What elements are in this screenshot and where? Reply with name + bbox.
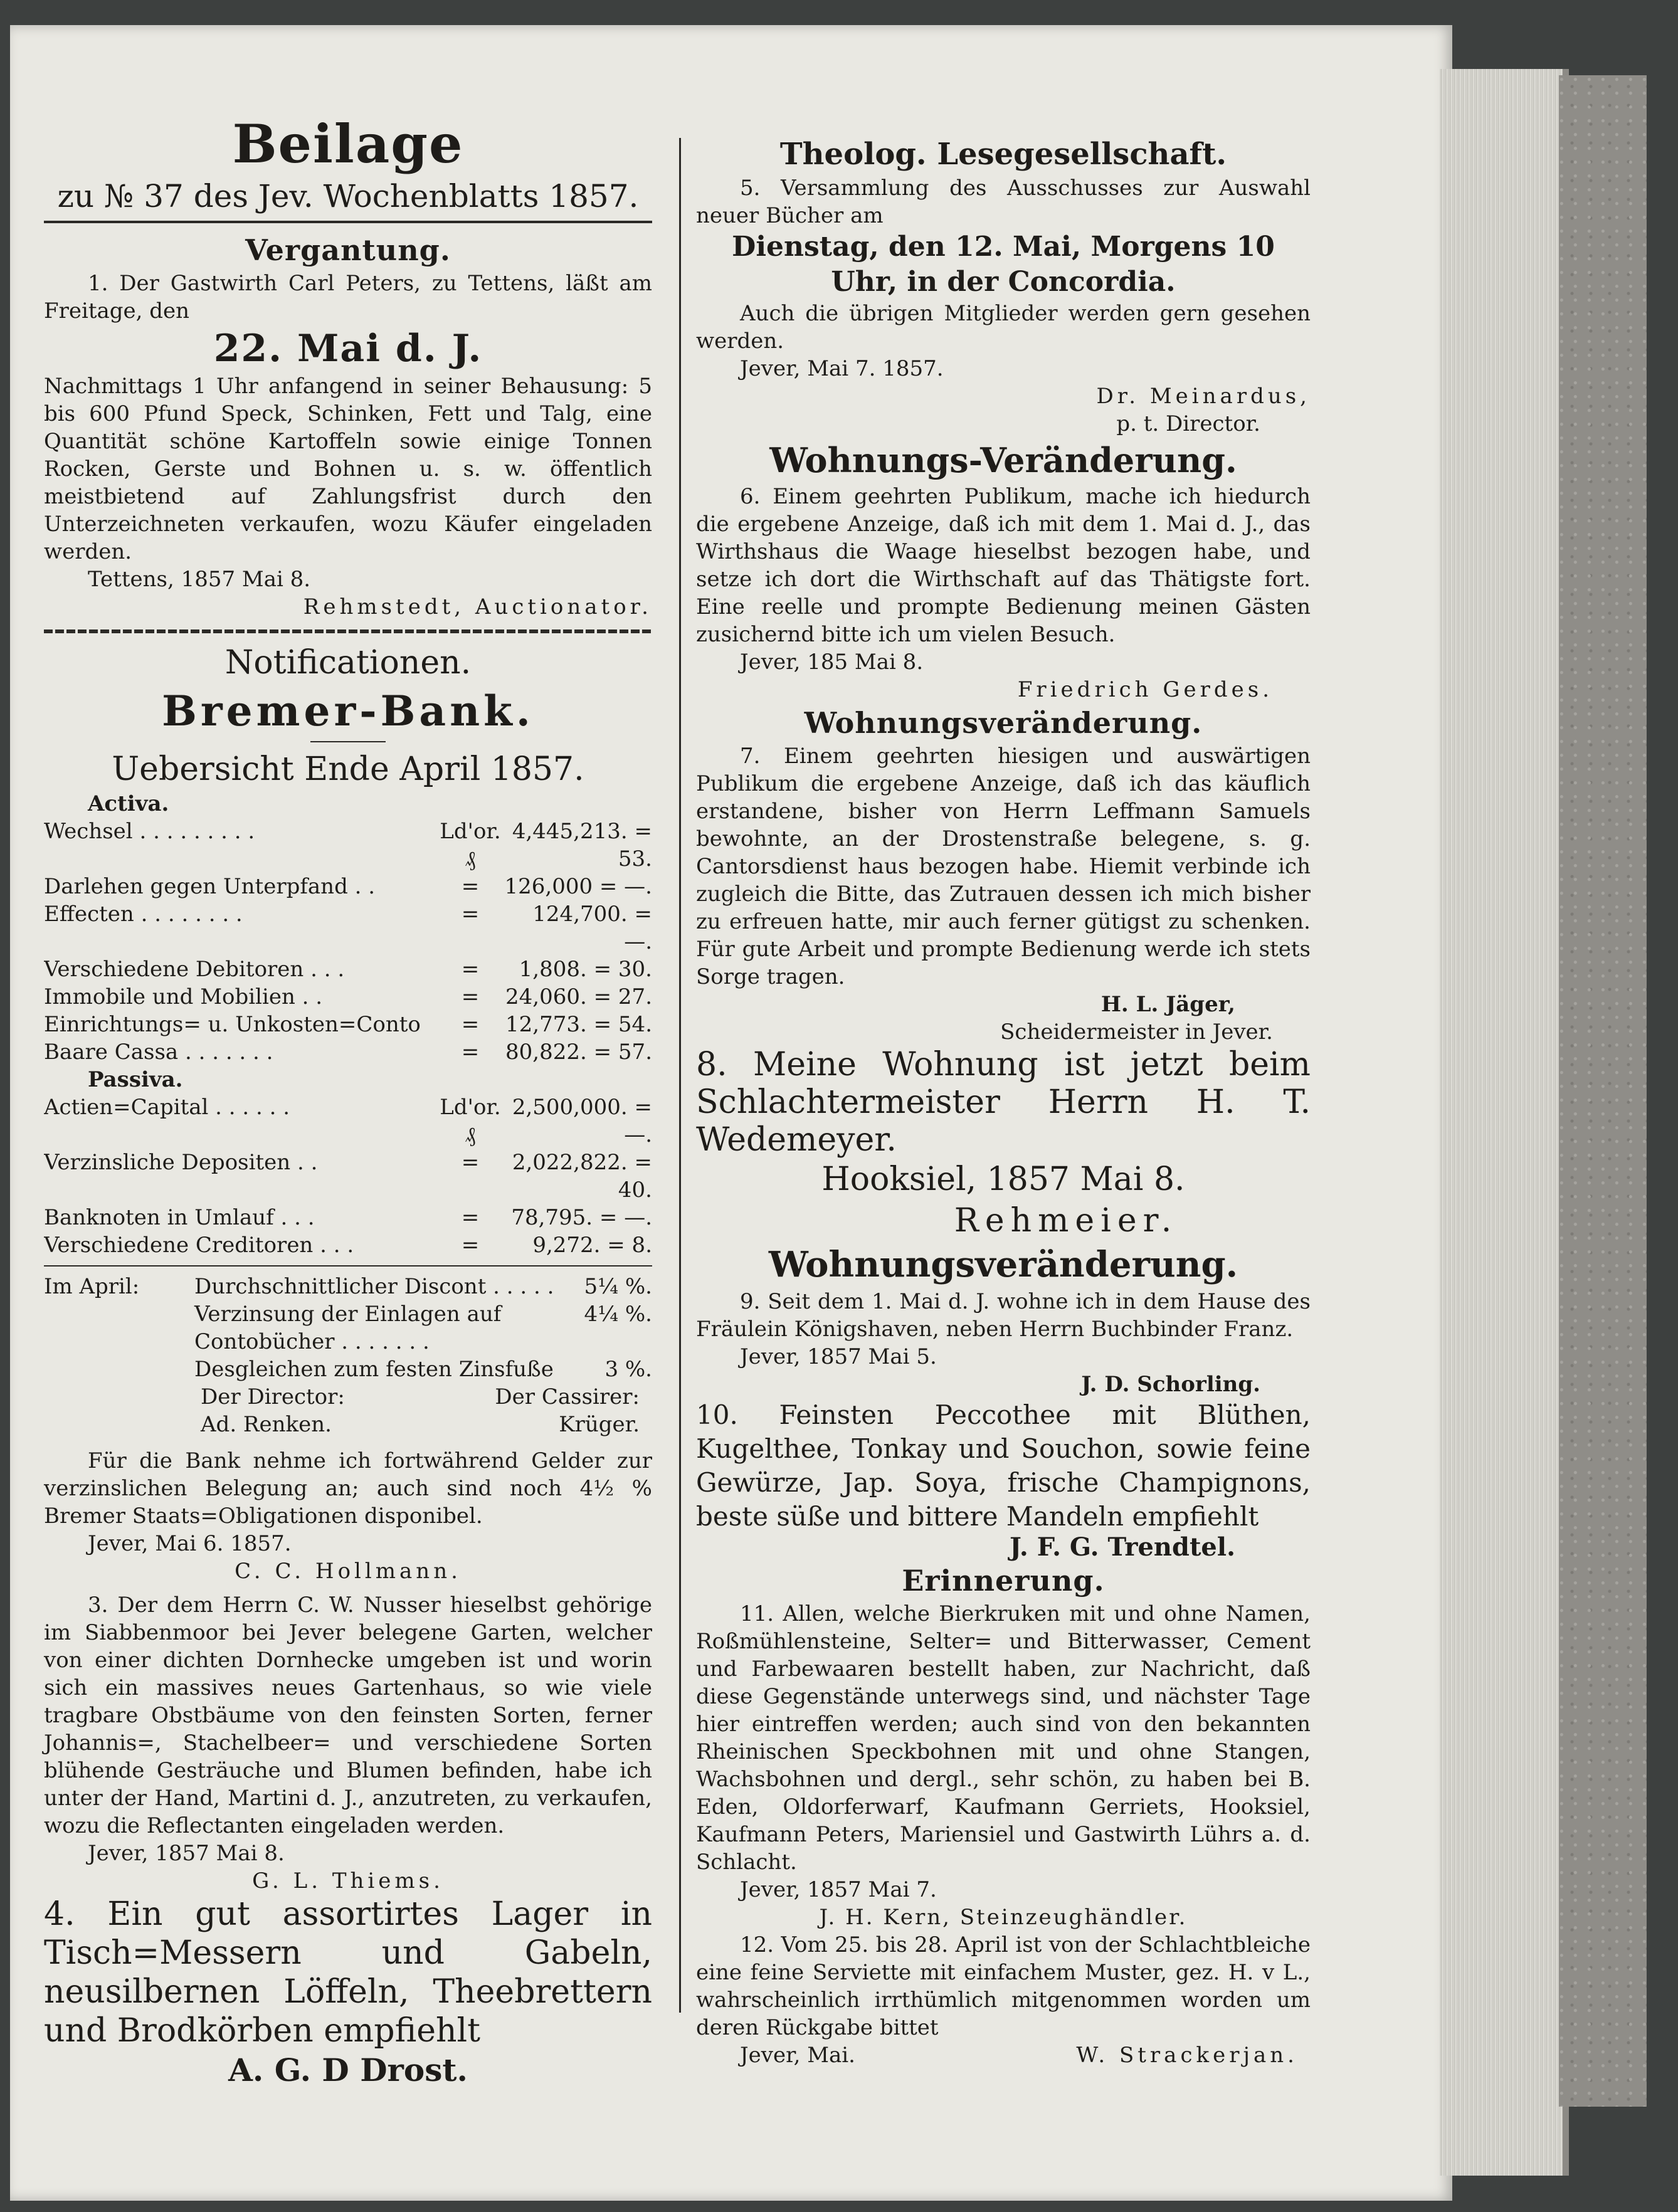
wohnung1-text: 6. Einem geehrten Publikum, mache ich hiedurch die ergebene Anzeige, daß ich mit dem 1. Mai d. J., das Wirthshaus die Waage hieselbst bezogen habe, und setze ich dort die Wirthschaft auf das Thätigste fort. Eine reelle und prompte Bedienung meinen Gästen zusichernd bitte ich um vielen Besuch. [696, 484, 1311, 647]
erinnerung-place: Jever, 1857 Mai 7. [740, 1877, 937, 1902]
row-value: 78,795. = —. [511, 1205, 652, 1230]
wohnung3-place: Hooksiel, 1857 Mai 8. [821, 1161, 1185, 1198]
row-label: Einrichtungs= u. Unkosten=Conto [44, 1012, 421, 1037]
row-label: Darlehen gegen Unterpfand . . [44, 874, 376, 899]
serviette-footer [696, 2041, 1311, 2069]
bank-signatures-labels [44, 1383, 652, 1411]
wohnung3-text: 8. Meine Wohnung ist jetzt beim Schlachtermeister Herrn H. T. Wedemeyer. [696, 1046, 1311, 1159]
vergantung-body: Nachmittags 1 Uhr anfangend in seiner Behausung: 5 bis 600 Pfund Speck, Schinken, Fett und Talg, eine Quantität schöne Kartoffeln sowie einige Tonnen Rocken, Gerste und Bohnen u. s. w. öffentlich meistbietend auf Zahlungsfrist durch den Unterzeichneten verkaufen, wozu Käufer eingeladen werden. [44, 374, 652, 564]
row-currency: = [461, 874, 480, 899]
theolog-date: Dienstag, den 12. Mai, Morgens 10 Uhr, in der Concordia. [732, 231, 1275, 298]
row-value: 4,445,213. = 53. [512, 819, 652, 872]
theolog-title: p. t. Director. [1116, 411, 1260, 436]
passiva-label: Passiva. [88, 1067, 183, 1092]
theolog-heading: Theolog. Lesegesellschaft. [779, 137, 1227, 172]
tee-text: 10. Feinsten Peccothee mit Blüthen, Kugelthee, Tonkay und Souchon, sowie feine Gewürze, Jap. Soya, frische Champignons, beste süße und bittere Mandeln empfiehlt [696, 1399, 1311, 1532]
row-value: 80,822. = 57. [505, 1040, 652, 1065]
bank-title: Bremer-Bank. [162, 687, 534, 735]
notifications-heading: Notificationen. [224, 644, 472, 682]
table-row [44, 1093, 652, 1149]
erinnerung-text: 11. Allen, welche Bierkruken mit und ohne Namen, Roßmühlensteine, Selter= und Bitterwasser, Cement und Farbewaaren bestellt haben, zur Nachricht, daß diese Gegenstände unterwegs sind, und nächster Tage hier eintreffen werden; auch sind von den bekannten Rheinischen Speckbohnen mit und ohne Stangen, Wachsbohnen und dergl., sehr schön, zu haben bei B. Eden, Oldorferwarf, Kaufmann Gerriets, Hooksiel, Kaufmann Peters, Mariensiel und Gastwirth Lührs a. d. Schlacht. [696, 1601, 1311, 1875]
page-edges [1440, 69, 1569, 2176]
row-value: 2,500,000. = —. [512, 1095, 652, 1147]
right-column [696, 134, 1311, 2069]
lager-text: 4. Ein gut assortirtes Lager in Tisch=Messern und Gabeln, neusilbernen Löffeln, Theebrettern und Brodkörben empfiehlt [44, 1895, 652, 2050]
left-column [44, 113, 652, 2090]
wohnung1-place: Jever, 185 Mai 8. [740, 650, 924, 675]
discount-period [44, 1356, 194, 1383]
erinnerung-signature: J. H. Kern, Steinzeughändler. [819, 1905, 1188, 1930]
bank-signatures-names [44, 1411, 652, 1438]
row-currency: = [461, 1012, 480, 1037]
bank-text: Für die Bank nehme ich fortwährend Gelder zur verzinslichen Belegung an; auch sind noch 4½ % Bremer Staats=Obligationen disponibel. [44, 1448, 652, 1529]
discount-label: Verzinsung der Einlagen auf Contobücher . . . . . . . [194, 1302, 502, 1354]
row-label: Baare Cassa . . . . . . . [44, 1040, 273, 1065]
page-subtitle: zu № 37 des Jev. Wochenblatts 1857. [57, 178, 639, 214]
bank-place: Jever, Mai 6. 1857. [88, 1531, 292, 1556]
table-row [44, 1231, 652, 1259]
row-value: 1,808. = 30. [519, 957, 652, 982]
row-value: 124,700. = —. [532, 902, 652, 954]
row-currency: = [461, 984, 480, 1009]
row-label: Verschiedene Debitoren . . . [44, 957, 345, 982]
row-label: Verzinsliche Depositen . . [44, 1150, 318, 1175]
row-currency: = [461, 902, 480, 927]
tee-signature: J. F. G. Trendtel. [1010, 1532, 1235, 1562]
theolog-text: Auch die übrigen Mitglieder werden gern gesehen werden. [696, 301, 1311, 354]
row-currency: = [461, 957, 480, 982]
row-currency: Ld'or.₰ [440, 1095, 501, 1147]
discount-label: Durchschnittlicher Discont . . . . . [194, 1274, 554, 1299]
cashier-label: Der Cassirer: [495, 1384, 640, 1409]
vergantung-date: 22. Mai d. J. [213, 327, 483, 371]
activa-table [44, 818, 652, 1066]
vergantung-heading: Vergantung. [245, 233, 451, 267]
table-row [44, 1149, 652, 1204]
wohnung2-title: Scheidermeister in Jever. [1000, 1019, 1273, 1045]
book-cover [1559, 75, 1647, 2107]
serviette-place: Jever, Mai. [740, 2043, 855, 2068]
row-value: 126,000 = —. [504, 874, 652, 899]
table-row [44, 983, 652, 1011]
lager-signature: A. G. D Drost. [228, 2051, 468, 2088]
row-label: Actien=Capital . . . . . . [44, 1095, 290, 1120]
discount-rate: 4¼ %. [584, 1302, 652, 1327]
row-currency: = [461, 1205, 480, 1230]
erinnerung-heading: Erinnerung. [902, 1564, 1105, 1598]
discount-period: Im April: [44, 1274, 140, 1299]
wohnung4-place: Jever, 1857 Mai 5. [740, 1344, 937, 1369]
vergantung-signature: Rehmstedt, Auctionator. [303, 594, 652, 619]
row-label: Immobile und Mobilien . . [44, 984, 323, 1009]
table-row [44, 956, 652, 983]
row-label: Effecten . . . . . . . . [44, 902, 243, 927]
table-row [44, 1011, 652, 1038]
section-rule [44, 629, 652, 633]
wohnung2-text: 7. Einem geehrten hiesigen und auswärtigen Publikum die ergebene Anzeige, daß ich das käuflich erstandene, bisher von Herrn Leffmann Samuels bewohnte, an der Drostenstraße belegene, s. g. Cantorsdienst haus bezogen habe. Hiemit verbinde ich zugleich die Bitte, das Zutrauen dessen ich mich bisher zu erfreuen hatte, mir auch ferner gütigst zu schenken. Für gute Arbeit und prompte Bedienung werde ich stets Sorge tragen. [696, 744, 1311, 989]
wohnung1-heading: Wohnungs-Veränderung. [769, 440, 1237, 480]
wohnung1-signature: Friedrich Gerdes. [1017, 677, 1273, 702]
wohnung3-signature: Rehmeier. [954, 1202, 1178, 1240]
theolog-signature: Dr. Meinardus, [1096, 384, 1311, 409]
row-currency: = [461, 1040, 480, 1065]
row-currency: = [461, 1233, 480, 1258]
vergantung-place: Tettens, 1857 Mai 8. [88, 567, 311, 592]
page-title: Beilage [232, 113, 464, 175]
table-row [44, 818, 652, 873]
wohnung2-signature: H. L. Jäger, [1100, 992, 1235, 1017]
row-label: Wechsel . . . . . . . . . [44, 819, 255, 844]
discount-rate: 3 %. [604, 1357, 652, 1382]
row-value: 24,060. = 27. [505, 984, 652, 1009]
table-row [44, 1204, 652, 1231]
garten-place: Jever, 1857 Mai 8. [88, 1841, 285, 1866]
theolog-intro: 5. Versammlung des Ausschusses zur Auswahl neuer Bücher am [696, 176, 1311, 228]
row-label: Verschiedene Creditoren . . . [44, 1233, 354, 1258]
row-value: 12,773. = 54. [505, 1012, 652, 1037]
wohnung4-signature: J. D. Schorling. [1081, 1372, 1260, 1397]
garten-text: 3. Der dem Herrn C. W. Nusser hieselbst gehörige im Siabbenmoor bei Jever belegene Garten, welcher von einer dichten Dornhecke umgeben ist und worin sich ein massives neues Gartenhaus, so wie viele tragbare Obstbäume von den feinsten Sorten, ferner Johannis=, Stachelbeer= und verschiedene Sorten blühende Gesträuche und Blumen befinden, habe ich unter der Hand, Martini d. J., anzutreten, zu verkaufen, wozu die Reflectanten eingeladen werden. [44, 1593, 652, 1838]
director-name: Ad. Renken. [201, 1412, 332, 1437]
discount-table [44, 1273, 652, 1383]
row-currency: = [461, 1150, 480, 1175]
vergantung-intro: 1. Der Gastwirth Carl Peters, zu Tettens, läßt am Freitage, den [44, 271, 652, 324]
row-value: 9,272. = 8. [532, 1233, 652, 1258]
discount-label: Desgleichen zum festen Zinsfuße [194, 1357, 554, 1382]
title-rule [44, 221, 652, 223]
overview-heading: Uebersicht Ende April 1857. [112, 750, 584, 788]
bank-rule [310, 741, 386, 742]
director-label: Der Director: [201, 1384, 345, 1409]
discount-period [44, 1300, 194, 1356]
discount-row [44, 1356, 652, 1383]
column-divider [679, 138, 681, 2013]
discount-row [44, 1300, 652, 1356]
passiva-table [44, 1093, 652, 1259]
table-row [44, 873, 652, 900]
garten-signature: G. L. Thiems. [252, 1868, 444, 1893]
row-currency: Ld'or.₰ [440, 819, 501, 872]
bank-signature: C. C. Hollmann. [235, 1559, 462, 1584]
discount-row [44, 1273, 652, 1300]
activa-label: Activa. [88, 791, 169, 816]
row-value: 2,022,822. = 40. [512, 1150, 652, 1203]
serviette-text: 12. Vom 25. bis 28. April ist von der Schlachtbleiche eine feine Serviette mit einfachem Muster, gez. H. v L., wahrscheinlich irrthümlich mitgenommen worden um deren Rückgabe bittet [696, 1932, 1311, 2040]
cashier-name: Krüger. [559, 1412, 640, 1437]
serviette-signature: W. Strackerjan. [1076, 2043, 1298, 2068]
table-row [44, 900, 652, 956]
discount-rate: 5¼ %. [584, 1274, 652, 1299]
theolog-place: Jever, Mai 7. 1857. [740, 356, 944, 381]
wohnung4-heading: Wohnungsveränderung. [768, 1244, 1238, 1285]
wohnung4-text: 9. Seit dem 1. Mai d. J. wohne ich in dem Hause des Fräulein Königshaven, neben Herrn Buchbinder Franz. [696, 1289, 1311, 1342]
table-rule [44, 1265, 652, 1267]
wohnung2-heading: Wohnungsveränderung. [804, 706, 1203, 740]
table-row [44, 1038, 652, 1066]
row-label: Banknoten in Umlauf . . . [44, 1205, 315, 1230]
